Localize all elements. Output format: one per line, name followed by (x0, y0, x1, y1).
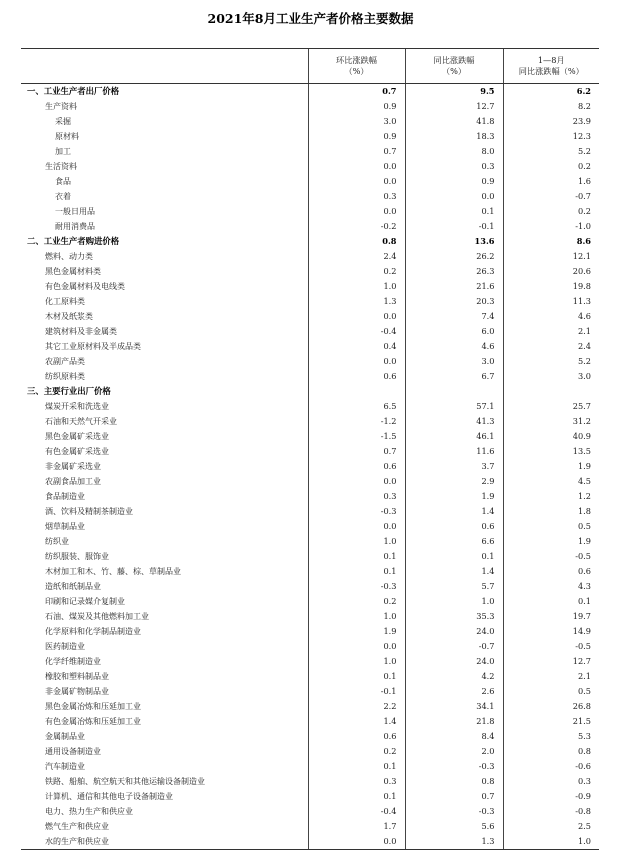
mom-value: 0.0 (308, 354, 405, 369)
table-row (21, 324, 599, 339)
ytd-value: 40.9 (503, 429, 599, 444)
yoy-value: 20.3 (405, 294, 503, 309)
mom-value: 0.2 (308, 594, 405, 609)
yoy-value: -0.3 (405, 759, 503, 774)
table-row (21, 339, 599, 354)
row-label: 农副产品类 (45, 357, 85, 366)
mom-value: 0.6 (308, 369, 405, 384)
table-row (21, 354, 599, 369)
mom-value: 0.2 (308, 744, 405, 759)
row-label: 纺织原料类 (45, 372, 85, 381)
ytd-value: -0.9 (503, 789, 599, 804)
row-label: 木材加工和木、竹、藤、棕、草制品业 (45, 567, 181, 576)
mom-value: 0.0 (308, 519, 405, 534)
table-row (21, 459, 599, 474)
yoy-value: 12.7 (405, 99, 503, 114)
mom-value: 0.0 (308, 474, 405, 489)
ytd-value: -0.8 (503, 804, 599, 819)
section-row (21, 84, 599, 100)
mom-value: 0.4 (308, 339, 405, 354)
table-row (21, 144, 599, 159)
yoy-value: 3.7 (405, 459, 503, 474)
mom-value: 3.0 (308, 114, 405, 129)
row-label: 烟草制品业 (45, 522, 85, 531)
yoy-value: 9.5 (405, 84, 503, 100)
mom-value: 0.1 (308, 789, 405, 804)
page-title: 2021年8月工业生产者价格主要数据 (207, 11, 414, 26)
row-label: 耐用消费品 (55, 222, 95, 231)
header-mom-label: 环比涨跌幅 (336, 55, 377, 65)
header-blank-cell (21, 49, 308, 84)
ytd-value: 12.3 (503, 129, 599, 144)
row-label: 建筑材料及非金属类 (45, 327, 117, 336)
ytd-value: 25.7 (503, 399, 599, 414)
ytd-value: 2.1 (503, 669, 599, 684)
row-label: 有色金属材料及电线类 (45, 282, 125, 291)
mom-value: 0.9 (308, 99, 405, 114)
header-yoy-unit: （%） (441, 66, 467, 76)
ytd-value: 0.6 (503, 564, 599, 579)
yoy-value: 6.7 (405, 369, 503, 384)
table-row (21, 474, 599, 489)
row-label: 纺织业 (45, 537, 69, 546)
yoy-value: 34.1 (405, 699, 503, 714)
table-row (21, 549, 599, 564)
ytd-value: 5.2 (503, 354, 599, 369)
row-label: 酒、饮料及精制茶制造业 (45, 507, 133, 516)
ytd-value: 1.6 (503, 174, 599, 189)
table-row (21, 834, 599, 850)
mom-value: 0.1 (308, 759, 405, 774)
mom-value: 0.7 (308, 84, 405, 100)
row-label: 一般日用品 (55, 207, 95, 216)
row-label: 水的生产和供应业 (21, 834, 308, 850)
mom-value: 1.7 (308, 819, 405, 834)
row-label: 采掘 (55, 117, 71, 126)
ytd-value: 1.9 (503, 459, 599, 474)
row-label: 食品制造业 (45, 492, 85, 501)
row-label: 黑色金属冶炼和压延加工业 (45, 702, 141, 711)
ytd-value: 0.5 (503, 684, 599, 699)
row-label: 生活资料 (45, 162, 77, 171)
ytd-value: 4.3 (503, 579, 599, 594)
ytd-value: 0.8 (503, 744, 599, 759)
ytd-value: 6.2 (503, 84, 599, 100)
row-label: 化学纤维制造业 (45, 657, 101, 666)
row-label: 医药制造业 (45, 642, 85, 651)
yoy-value: 0.1 (405, 549, 503, 564)
mom-value: 0.9 (308, 129, 405, 144)
ytd-value: 0.3 (503, 774, 599, 789)
table-row (21, 594, 599, 609)
mom-value (308, 384, 405, 399)
yoy-value: 0.9 (405, 174, 503, 189)
yoy-value: 0.0 (405, 189, 503, 204)
row-label: 三、主要行业出厂价格 (27, 386, 111, 396)
ytd-value: 0.2 (503, 204, 599, 219)
ytd-value: 26.8 (503, 699, 599, 714)
row-label: 纺织服装、服饰业 (45, 552, 109, 561)
table-row (21, 444, 599, 459)
ytd-value: 1.2 (503, 489, 599, 504)
header-ytd-period: 1—8月 (537, 55, 565, 65)
yoy-value: 41.3 (405, 414, 503, 429)
mom-value: 0.7 (308, 444, 405, 459)
table-row (21, 174, 599, 189)
mom-value: 1.0 (308, 534, 405, 549)
table-row (21, 204, 599, 219)
row-label: 食品 (55, 177, 71, 186)
yoy-value: 35.3 (405, 609, 503, 624)
mom-value: -0.3 (308, 504, 405, 519)
mom-value: 0.1 (308, 564, 405, 579)
row-label: 生产资料 (45, 102, 77, 111)
ytd-value: 1.9 (503, 534, 599, 549)
ytd-value: 12.7 (503, 654, 599, 669)
table-row (21, 99, 599, 114)
yoy-value: 3.0 (405, 354, 503, 369)
mom-value: 0.0 (308, 309, 405, 324)
yoy-value: 24.0 (405, 654, 503, 669)
mom-value: -1.2 (308, 414, 405, 429)
mom-value: 0.3 (308, 189, 405, 204)
yoy-value: 2.0 (405, 744, 503, 759)
ytd-value: 12.1 (503, 249, 599, 264)
mom-value: -0.4 (308, 324, 405, 339)
row-label: 有色金属冶炼和压延加工业 (45, 717, 141, 726)
table-row (21, 624, 599, 639)
ytd-value (503, 384, 599, 399)
header-ytd-label: 同比涨跌幅（%） (518, 66, 584, 76)
table-row (21, 309, 599, 324)
row-label: 计算机、通信和其他电子设备制造业 (45, 792, 173, 801)
mom-value: 0.6 (308, 729, 405, 744)
row-label: 造纸和纸制品业 (45, 582, 101, 591)
ytd-value: 5.3 (503, 729, 599, 744)
yoy-value: 21.8 (405, 714, 503, 729)
yoy-value: 6.0 (405, 324, 503, 339)
mom-value: 1.0 (308, 279, 405, 294)
yoy-value: 4.2 (405, 669, 503, 684)
ytd-value: 4.5 (503, 474, 599, 489)
row-label: 化工原料类 (45, 297, 85, 306)
table-row (21, 159, 599, 174)
ytd-value: 2.4 (503, 339, 599, 354)
price-data-table (21, 48, 599, 850)
row-label: 燃料、动力类 (45, 252, 93, 261)
ytd-value: 21.5 (503, 714, 599, 729)
row-label: 铁路、船舶、航空航天和其他运输设备制造业 (45, 777, 205, 786)
table-row (21, 819, 599, 834)
row-label: 农副食品加工业 (45, 477, 101, 486)
row-label: 非金属矿物制品业 (45, 687, 109, 696)
yoy-value: 8.0 (405, 144, 503, 159)
table-row (21, 399, 599, 414)
yoy-value: 1.4 (405, 504, 503, 519)
yoy-value: 2.6 (405, 684, 503, 699)
table-row (21, 189, 599, 204)
mom-value: 1.4 (308, 714, 405, 729)
table-row (21, 369, 599, 384)
ytd-value: 0.2 (503, 159, 599, 174)
yoy-value: 5.6 (405, 819, 503, 834)
table-row (21, 129, 599, 144)
table-row (21, 279, 599, 294)
header-yoy-label: 同比涨跌幅 (433, 55, 475, 65)
ytd-value: 1.8 (503, 504, 599, 519)
table-row (21, 714, 599, 729)
mom-value: 0.1 (308, 669, 405, 684)
yoy-value: 1.4 (405, 564, 503, 579)
table-row (21, 609, 599, 624)
row-label: 其它工业原材料及半成品类 (45, 342, 141, 351)
row-label: 印刷和记录媒介复制业 (45, 597, 125, 606)
ytd-value: -0.5 (503, 639, 599, 654)
table-row (21, 264, 599, 279)
ytd-value: 31.2 (503, 414, 599, 429)
row-label: 燃气生产和供应业 (45, 822, 109, 831)
table-row (21, 789, 599, 804)
row-label: 衣着 (55, 192, 71, 201)
yoy-value: 0.8 (405, 774, 503, 789)
table-row (21, 504, 599, 519)
mom-value: 1.9 (308, 624, 405, 639)
table-row (21, 774, 599, 789)
ytd-value: -0.5 (503, 549, 599, 564)
yoy-value: 46.1 (405, 429, 503, 444)
yoy-value: 0.3 (405, 159, 503, 174)
row-label: 非金属矿采选业 (45, 462, 101, 471)
row-label: 一、工业生产者出厂价格 (27, 86, 120, 96)
yoy-value: 1.9 (405, 489, 503, 504)
yoy-value: 26.2 (405, 249, 503, 264)
yoy-value: 5.7 (405, 579, 503, 594)
mom-value: 1.0 (308, 609, 405, 624)
header-mom-unit: （%） (344, 66, 369, 76)
yoy-value (405, 384, 503, 399)
table-row (21, 759, 599, 774)
table-row (21, 729, 599, 744)
table-row (21, 699, 599, 714)
mom-value: 0.0 (308, 174, 405, 189)
row-label: 通用设备制造业 (45, 747, 101, 756)
header-yoy (405, 49, 503, 84)
table-row (21, 294, 599, 309)
mom-value: 0.3 (308, 774, 405, 789)
table-row (21, 429, 599, 444)
yoy-value: 7.4 (405, 309, 503, 324)
mom-value: 2.2 (308, 699, 405, 714)
ytd-value: -1.0 (503, 219, 599, 234)
mom-value: 0.7 (308, 144, 405, 159)
yoy-value: 2.9 (405, 474, 503, 489)
yoy-value: 1.3 (405, 834, 503, 850)
table-row (21, 669, 599, 684)
table-header (21, 49, 599, 84)
row-label: 木材及纸浆类 (45, 312, 93, 321)
row-label: 黑色金属材料类 (45, 267, 101, 276)
mom-value: -0.4 (308, 804, 405, 819)
section-row (21, 384, 599, 399)
row-label: 黑色金属矿采选业 (45, 432, 109, 441)
row-label: 金属制品业 (45, 732, 85, 741)
ytd-value: 5.2 (503, 144, 599, 159)
mom-value: 6.5 (308, 399, 405, 414)
table-row (21, 249, 599, 264)
mom-value: 0.0 (308, 834, 405, 850)
row-label: 橡胶和塑料制品业 (45, 672, 109, 681)
yoy-value: 0.1 (405, 204, 503, 219)
row-label: 二、工业生产者购进价格 (27, 236, 120, 246)
mom-value: 0.1 (308, 549, 405, 564)
table-row (21, 114, 599, 129)
table-row (21, 564, 599, 579)
table-row (21, 414, 599, 429)
table-row (21, 534, 599, 549)
ytd-value: -0.7 (503, 189, 599, 204)
yoy-value: 6.6 (405, 534, 503, 549)
mom-value: 0.3 (308, 489, 405, 504)
row-label: 有色金属矿采选业 (45, 447, 109, 456)
yoy-value: 11.6 (405, 444, 503, 459)
yoy-value: 18.3 (405, 129, 503, 144)
yoy-value: 21.6 (405, 279, 503, 294)
ytd-value: -0.6 (503, 759, 599, 774)
ytd-value: 0.5 (503, 519, 599, 534)
ytd-value: 0.1 (503, 594, 599, 609)
table-row (21, 684, 599, 699)
mom-value: 0.6 (308, 459, 405, 474)
row-label: 汽车制造业 (45, 762, 85, 771)
mom-value: -0.2 (308, 219, 405, 234)
mom-value: 2.4 (308, 249, 405, 264)
table-row (21, 804, 599, 819)
table-row (21, 489, 599, 504)
row-label: 加工 (55, 147, 71, 156)
row-label: 电力、热力生产和供应业 (45, 807, 133, 816)
mom-value: 0.0 (308, 159, 405, 174)
yoy-value: -0.3 (405, 804, 503, 819)
header-ytd (503, 49, 599, 84)
ytd-value: 8.6 (503, 234, 599, 249)
ytd-value: 13.5 (503, 444, 599, 459)
yoy-value: 0.7 (405, 789, 503, 804)
row-label: 原材料 (55, 132, 79, 141)
row-label: 化学原料和化学制品制造业 (45, 627, 141, 636)
ytd-value: 2.5 (503, 819, 599, 834)
section-row (21, 234, 599, 249)
table-row (21, 579, 599, 594)
ytd-value: 20.6 (503, 264, 599, 279)
ytd-value: 8.2 (503, 99, 599, 114)
ytd-value: 11.3 (503, 294, 599, 309)
mom-value: 0.0 (308, 639, 405, 654)
yoy-value: -0.1 (405, 219, 503, 234)
yoy-value: 41.8 (405, 114, 503, 129)
yoy-value: -0.7 (405, 639, 503, 654)
yoy-value: 13.6 (405, 234, 503, 249)
ytd-value: 14.9 (503, 624, 599, 639)
ytd-value: 3.0 (503, 369, 599, 384)
row-label: 石油和天然气开采业 (45, 417, 117, 426)
ytd-value: 1.0 (503, 834, 599, 850)
yoy-value: 8.4 (405, 729, 503, 744)
table-row (21, 639, 599, 654)
mom-value: 0.0 (308, 204, 405, 219)
yoy-value: 0.6 (405, 519, 503, 534)
yoy-value: 4.6 (405, 339, 503, 354)
table-row (21, 519, 599, 534)
ytd-value: 19.8 (503, 279, 599, 294)
row-label: 石油、煤炭及其他燃料加工业 (45, 612, 149, 621)
yoy-value: 1.0 (405, 594, 503, 609)
row-label: 煤炭开采和洗选业 (45, 402, 109, 411)
mom-value: 0.2 (308, 264, 405, 279)
ytd-value: 2.1 (503, 324, 599, 339)
mom-value: 0.8 (308, 234, 405, 249)
ytd-value: 4.6 (503, 309, 599, 324)
ytd-value: 23.9 (503, 114, 599, 129)
table-row (21, 654, 599, 669)
yoy-value: 57.1 (405, 399, 503, 414)
mom-value: -0.3 (308, 579, 405, 594)
ytd-value: 19.7 (503, 609, 599, 624)
table-body (21, 84, 599, 850)
table-row (21, 219, 599, 234)
mom-value: 1.3 (308, 294, 405, 309)
header-mom (308, 49, 405, 84)
table-row (21, 744, 599, 759)
yoy-value: 24.0 (405, 624, 503, 639)
mom-value: -1.5 (308, 429, 405, 444)
yoy-value: 26.3 (405, 264, 503, 279)
mom-value: 1.0 (308, 654, 405, 669)
mom-value: -0.1 (308, 684, 405, 699)
